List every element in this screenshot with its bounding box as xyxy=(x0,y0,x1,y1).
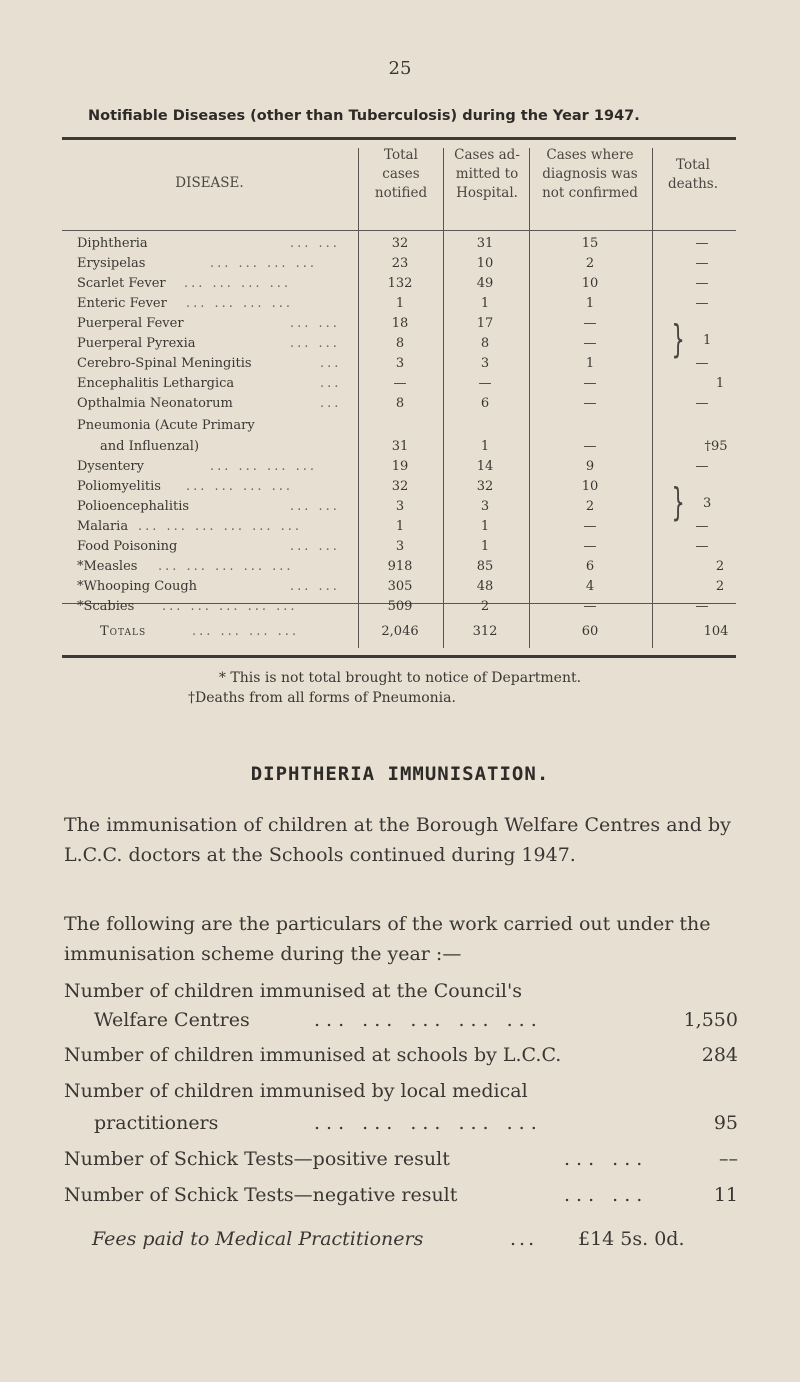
cell-notified: 32 xyxy=(391,479,409,494)
item-value: 95 xyxy=(713,1112,738,1134)
item-label: Number of children immunised at schools by L.C.C. xyxy=(64,1044,562,1066)
cell-deaths: — xyxy=(695,539,709,554)
disease-name: *Measles xyxy=(77,559,138,574)
table-row xyxy=(62,439,736,458)
disease-name: Pneumonia (Acute Primary xyxy=(77,418,255,433)
cell-hospital: 10 xyxy=(476,256,494,271)
immunisation-item xyxy=(64,1108,738,1138)
disease-name: Poliomyelitis xyxy=(77,479,161,494)
disease-name: Encephalitis Lethargica xyxy=(77,376,235,391)
table-row xyxy=(62,376,736,395)
cell-deaths: — xyxy=(695,296,709,311)
leader-dots: ... ... xyxy=(290,579,340,594)
cell-hospital: 32 xyxy=(476,479,494,494)
header-not-confirmed xyxy=(530,146,650,203)
cell-notified: 132 xyxy=(387,276,413,291)
cell-hospital: 31 xyxy=(476,236,494,251)
leader-dots: ... ... ... ... ... xyxy=(162,599,298,614)
cell-not-confirmed: — xyxy=(583,539,597,554)
table-top-rule xyxy=(62,137,736,140)
disease-name: Enteric Fever xyxy=(77,296,167,311)
cell-deaths: — xyxy=(695,519,709,534)
cell-notified: 1 xyxy=(395,519,405,534)
cell-not-confirmed: 6 xyxy=(585,559,595,574)
table-bottom-rule xyxy=(62,655,736,658)
cell-notified: 3 xyxy=(395,539,405,554)
cell-hospital: 49 xyxy=(476,276,494,291)
table-row xyxy=(62,539,736,558)
cell-notified: 918 xyxy=(387,559,413,574)
page-number: 25 xyxy=(388,58,412,79)
brace-polio: } xyxy=(671,480,685,524)
cell-not-confirmed: 10 xyxy=(581,276,599,291)
totals-row xyxy=(62,624,736,643)
immunisation-item xyxy=(64,1180,738,1210)
table-row xyxy=(62,336,736,355)
leader-dots: ... ... ... ... xyxy=(192,624,299,639)
table-row xyxy=(62,579,736,598)
leader-dots: ... ... ... ... ... xyxy=(314,1112,543,1134)
disease-name: Polioencephalitis xyxy=(77,499,190,514)
table-row xyxy=(62,479,736,498)
total-not-confirmed: 60 xyxy=(581,624,599,639)
totals-label: Totals xyxy=(100,624,147,639)
header-admitted-line: Hospital. xyxy=(456,185,518,201)
table-row xyxy=(62,396,736,415)
header-admitted-line: Cases ad- xyxy=(454,147,520,163)
leader-dots: ... ... ... ... xyxy=(186,296,293,311)
cell-notified: — xyxy=(393,376,407,391)
header-deaths-line: Total xyxy=(676,157,710,173)
cell-not-confirmed: 1 xyxy=(585,356,595,371)
disease-name: Malaria xyxy=(77,519,129,534)
leader-dots: ... ... ... ... ... xyxy=(158,559,294,574)
cell-hospital: 8 xyxy=(480,336,490,351)
total-notified: 2,046 xyxy=(381,624,419,639)
cell-hospital: 17 xyxy=(476,316,494,331)
cell-hospital: 3 xyxy=(480,499,490,514)
cell-deaths: — xyxy=(695,256,709,271)
cell-notified: 8 xyxy=(395,336,405,351)
cell-deaths: — xyxy=(695,276,709,291)
cell-not-confirmed: — xyxy=(583,519,597,534)
item-label: Number of Schick Tests—negative result xyxy=(64,1184,458,1206)
header-deaths-line: deaths. xyxy=(667,176,719,192)
cell-notified: 31 xyxy=(391,439,409,454)
cell-hospital: 48 xyxy=(476,579,494,594)
disease-name: Puerperal Pyrexia xyxy=(77,336,196,351)
header-admitted-line: mitted to xyxy=(455,166,519,182)
disease-name: Cerebro-Spinal Meningitis xyxy=(77,356,252,371)
cell-notified: 32 xyxy=(391,236,409,251)
cell-deaths: — xyxy=(695,599,709,614)
header-not-confirmed-line: Cases where xyxy=(546,147,634,163)
cell-not-confirmed: 15 xyxy=(581,236,599,251)
cell-not-confirmed: 1 xyxy=(585,296,595,311)
total-hospital: 312 xyxy=(472,624,498,639)
immunisation-item xyxy=(64,1005,738,1035)
cell-notified: 8 xyxy=(395,396,405,411)
cell-hospital: 1 xyxy=(480,519,490,534)
cell-not-confirmed: 9 xyxy=(585,459,595,474)
cell-hospital: 85 xyxy=(476,559,494,574)
cell-not-confirmed: — xyxy=(583,396,597,411)
cell-not-confirmed: — xyxy=(583,439,597,454)
paragraph: The following are the particulars of the work carried out under the immunisation scheme during the year :— xyxy=(64,913,711,965)
header-disease: DISEASE. xyxy=(175,175,244,191)
leader-dots: ... xyxy=(320,376,342,391)
item-value: 1,550 xyxy=(683,1009,738,1031)
paragraph: The immunisation of children at the Borough Welfare Centres and by L.C.C. doctors at the Schools continued during 1947. xyxy=(64,814,731,866)
header-total-cases xyxy=(359,146,443,203)
table-row xyxy=(62,256,736,275)
cell-not-confirmed: 10 xyxy=(581,479,599,494)
item-label: Number of Schick Tests—positive result xyxy=(64,1148,450,1170)
item-value: 284 xyxy=(701,1044,738,1066)
immunisation-item xyxy=(64,1144,738,1174)
leader-dots: ... ... xyxy=(290,236,340,251)
cell-not-confirmed: — xyxy=(583,599,597,614)
cell-not-confirmed: 4 xyxy=(585,579,595,594)
disease-name: Diphtheria xyxy=(77,236,148,251)
leader-dots: ... ... ... ... xyxy=(184,276,291,291)
cell-not-confirmed: — xyxy=(583,376,597,391)
cell-notified: 19 xyxy=(391,459,409,474)
table-row xyxy=(62,296,736,315)
header-deaths xyxy=(650,156,736,194)
footnote-asterisk: * This is not total brought to notice of Department. xyxy=(218,670,582,686)
table-row xyxy=(62,559,736,578)
disease-name: *Scabies xyxy=(77,599,135,614)
item-value: –– xyxy=(719,1148,738,1170)
disease-name: Opthalmia Neonatorum xyxy=(77,396,233,411)
leader-dots: ... ... ... ... xyxy=(210,256,317,271)
cell-not-confirmed: — xyxy=(583,316,597,331)
item-label: Welfare Centres xyxy=(94,1009,250,1031)
cell-hospital: — xyxy=(478,376,492,391)
immunisation-item xyxy=(64,1076,738,1106)
leader-dots: ... xyxy=(320,356,342,371)
cell-notified: 509 xyxy=(387,599,413,614)
leader-dots: ... ... xyxy=(290,539,340,554)
cell-not-confirmed: — xyxy=(583,336,597,351)
footnote-dagger: †Deaths from all forms of Pneumonia. xyxy=(188,690,456,706)
header-total-cases-line: notified xyxy=(374,185,428,201)
disease-name: Dysentery xyxy=(77,459,144,474)
leader-dots: ... ... xyxy=(290,316,340,331)
header-total-cases-line: Total xyxy=(384,147,418,163)
leader-dots: ... xyxy=(320,396,342,411)
cell-hospital: 6 xyxy=(480,396,490,411)
table-row xyxy=(62,499,736,518)
fees-value: £14 5s. 0d. xyxy=(578,1228,685,1250)
immunisation-item xyxy=(64,1040,738,1070)
item-label: Number of children immunised at the Council's xyxy=(64,980,522,1002)
cell-deaths: †95 xyxy=(704,439,728,454)
header-total-cases-line: cases xyxy=(382,166,420,182)
disease-name: and Influenzal) xyxy=(100,439,200,454)
brace-value-puerperal: 1 xyxy=(703,333,712,348)
cell-not-confirmed: 2 xyxy=(585,499,595,514)
cell-deaths: 1 xyxy=(715,376,725,391)
disease-name: Food Poisoning xyxy=(77,539,178,554)
header-not-confirmed-line: not confirmed xyxy=(542,185,638,201)
header-admitted xyxy=(444,146,530,203)
cell-hospital: 14 xyxy=(476,459,494,474)
disease-name: Erysipelas xyxy=(77,256,146,271)
cell-hospital: 1 xyxy=(480,539,490,554)
item-label: Number of children immunised by local medical xyxy=(64,1080,528,1102)
table-row xyxy=(62,236,736,255)
leader-dots: ... ... xyxy=(290,336,340,351)
table-row xyxy=(62,599,736,618)
brace-value-polio: 3 xyxy=(703,496,712,511)
cell-deaths: 2 xyxy=(715,559,725,574)
leader-dots: ... ... xyxy=(564,1184,649,1206)
header-not-confirmed-line: diagnosis was xyxy=(542,166,638,182)
disease-name: Puerperal Fever xyxy=(77,316,184,331)
disease-name: Scarlet Fever xyxy=(77,276,166,291)
table-row xyxy=(62,459,736,478)
cell-notified: 1 xyxy=(395,296,405,311)
table-header xyxy=(62,146,736,230)
item-value: 11 xyxy=(713,1184,738,1206)
leader-dots: ... ... ... ... ... xyxy=(314,1009,543,1031)
cell-deaths: — xyxy=(695,459,709,474)
cell-notified: 3 xyxy=(395,499,405,514)
brace-puerperal: } xyxy=(671,317,685,361)
cell-deaths: — xyxy=(695,396,709,411)
leader-dots: ... ... ... ... xyxy=(210,459,317,474)
leader-dots: ... ... ... ... ... ... xyxy=(138,519,303,534)
cell-notified: 18 xyxy=(391,316,409,331)
table-row xyxy=(62,316,736,335)
cell-notified: 23 xyxy=(391,256,409,271)
header-rule xyxy=(62,230,736,231)
table-row xyxy=(62,418,736,437)
cell-notified: 305 xyxy=(387,579,413,594)
table-row xyxy=(62,276,736,295)
leader-dots: ... ... xyxy=(564,1148,649,1170)
leader-dots: ... ... xyxy=(290,499,340,514)
leader-dots: ... ... ... ... xyxy=(186,479,293,494)
cell-hospital: 3 xyxy=(480,356,490,371)
cell-notified: 3 xyxy=(395,356,405,371)
table-title: Notifiable Diseases (other than Tuberculosis) during the Year 1947. xyxy=(88,108,640,124)
cell-hospital: 2 xyxy=(480,599,490,614)
fees-label: Fees paid to Medical Practitioners xyxy=(92,1228,424,1250)
cell-deaths: — xyxy=(695,236,709,251)
immunisation-item xyxy=(64,976,738,1006)
disease-name: *Whooping Cough xyxy=(77,579,198,594)
table-row xyxy=(62,519,736,538)
cell-hospital: 1 xyxy=(480,296,490,311)
leader-dots: ... xyxy=(510,1228,538,1250)
cell-deaths: — xyxy=(695,356,709,371)
cell-hospital: 1 xyxy=(480,439,490,454)
section-heading: DIPHTHERIA IMMUNISATION. xyxy=(250,763,550,785)
total-deaths: 104 xyxy=(703,624,729,639)
cell-deaths: 2 xyxy=(715,579,725,594)
table-row xyxy=(62,356,736,375)
item-label: practitioners xyxy=(94,1112,219,1134)
cell-not-confirmed: 2 xyxy=(585,256,595,271)
